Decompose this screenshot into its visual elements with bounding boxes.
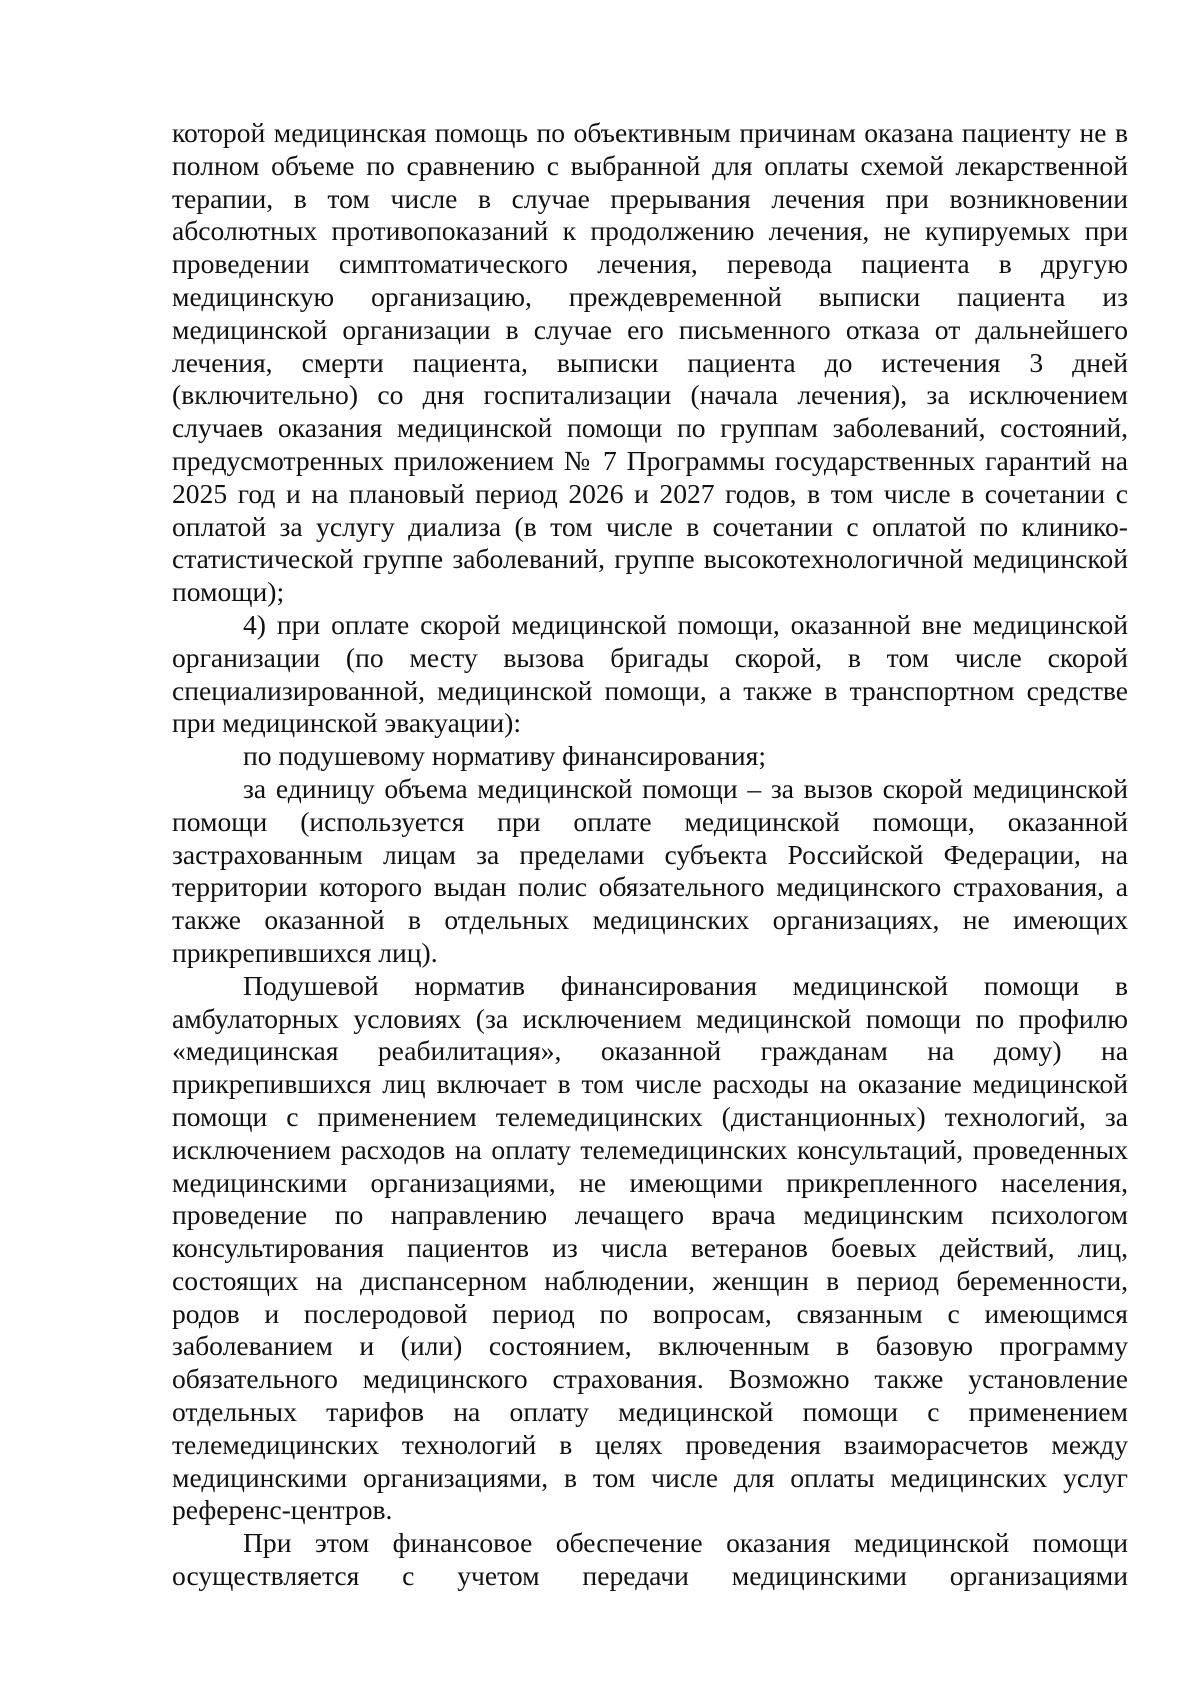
paragraph-financial-provision: При этом финансовое обеспечение оказания медицинской помощи осуществляется с учетом передачи медицинскими организациями bbox=[172, 1527, 1128, 1592]
document-page bbox=[172, 117, 1128, 1593]
paragraph-per-capita-outpatient: Подушевой норматив финансирования медицинской помощи в амбулаторных условиях (за исключением медицинской помощи по профилю «медицинская реабилитация», оказанной гражданам на дому) на прикрепившихся лиц включает в том числе расходы на оказание медицинской помощи с применением телемедицинских (дистанционных) технологий, за исключением расходов на оплату телемедицинских консультаций, проведенных медицинскими организациями, не имеющими прикрепленного населения, проведение по направлению лечащего врача медицинским психологом консультирования пациентов из числа ветеранов боевых действий, лиц, состоящих на диспансерном наблюдении, женщин в период беременности, родов и послеродовой период по вопросам, связанным с имеющимся заболеванием и (или) состоянием, включенным в базовую программу обязательного медицинского страхования. Возможно также установление отдельных тарифов на оплату медицинской помощи с применением телемедицинских технологий в целях проведения взаиморасчетов между медицинскими организациями, в том числе для оплаты медицинских услуг референс-центров. bbox=[172, 969, 1128, 1526]
paragraph-payment-conditions-continued: которой медицинская помощь по объективным причинам оказана пациенту не в полном объеме по сравнению с выбранной для оплаты схемой лекарственной терапии, в том числе в случае прерывания лечения при возникновении абсолютных противопоказаний к продолжению лечения, не купируемых при проведении симптоматического лечения, перевода пациента в другую медицинскую организацию, преждевременной выписки пациента из медицинской организации в случае его письменного отказа от дальнейшего лечения, смерти пациента, выписки пациента до истечения 3 дней (включительно) со дня госпитализации (начала лечения), за исключением случаев оказания медицинской помощи по группам заболеваний, состояний, предусмотренных приложением № 7 Программы государственных гарантий на 2025 год и на плановый период 2026 и 2027 годов, в том числе в сочетании с оплатой за услугу диализа (в том числе в сочетании с оплатой по клинико-статистической группе заболеваний, группе высокотехнологичной медицинской помощи); bbox=[172, 117, 1128, 608]
paragraph-per-capita-standard: по подушевому нормативу финансирования; bbox=[243, 740, 767, 772]
paragraph-ambulance-payment: 4) при оплате скорой медицинской помощи, оказанной вне медицинской организации (по месту вызова бригады скорой, в том числе скорой специализированной, медицинской помощи, а также в транспортном средстве при медицинской эвакуации): bbox=[172, 608, 1128, 739]
paragraph-per-call-unit: за единицу объема медицинской помощи – за вызов скорой медицинской помощи (используется при оплате медицинской помощи, оказанной застрахованным лицам за пределами субъекта Российской Федерации, на территории которого выдан полис обязательного медицинского страхования, а также оказанной в отдельных медицинских организациях, не имеющих прикрепившихся лиц). bbox=[172, 772, 1128, 968]
